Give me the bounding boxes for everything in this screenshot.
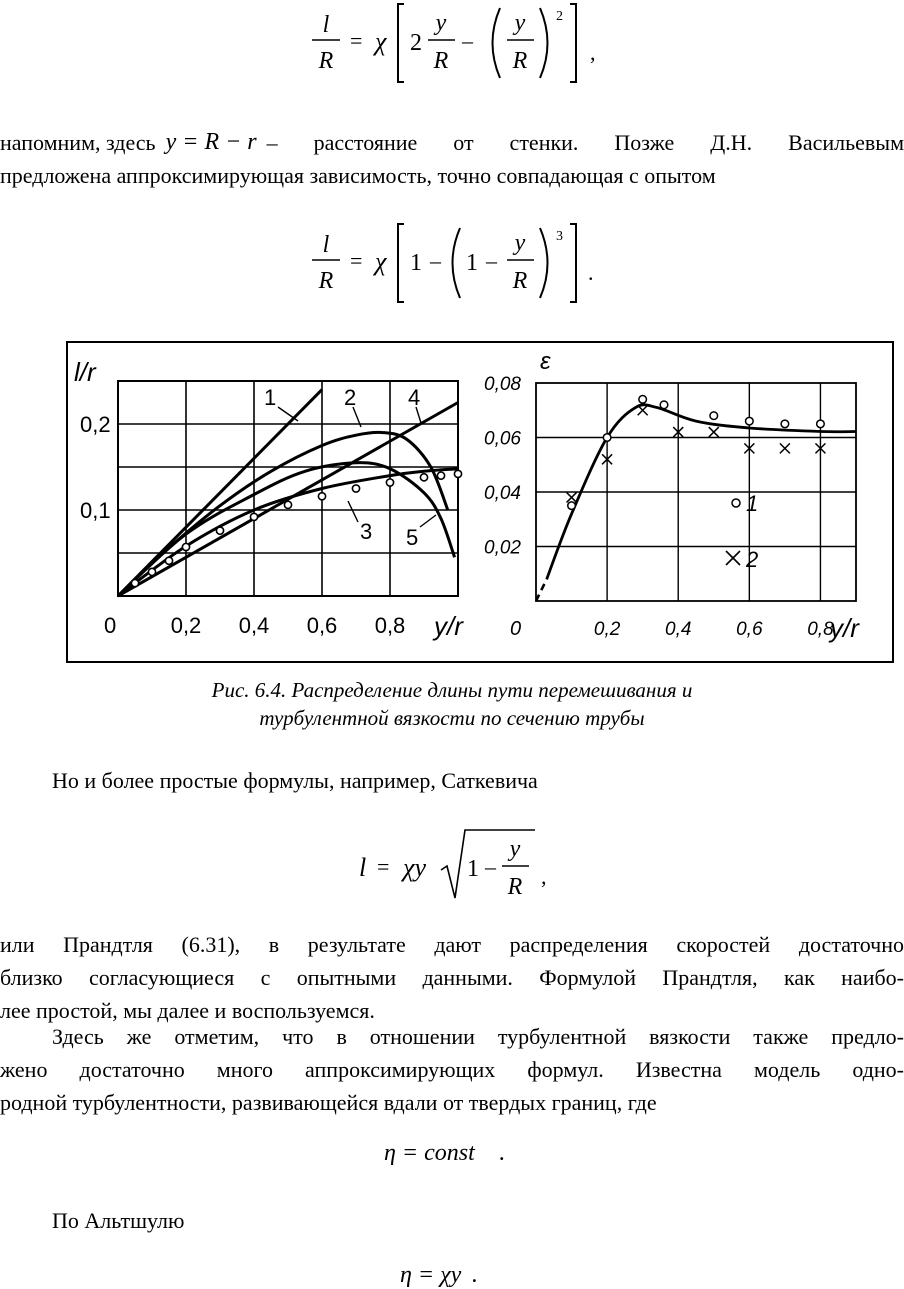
x-origin-label: 0	[510, 618, 522, 640]
series-1-point	[568, 502, 576, 510]
y-tick-label: 0,06	[484, 428, 521, 450]
data-point	[165, 557, 172, 564]
p4-line-1: Здесь же отметим, что в отношении турбулентной вязкости также предло-	[52, 1024, 904, 1049]
p1-lead: напомним, здесь	[0, 130, 156, 155]
caption-line-2: турбулентной вязкости по сечению трубы	[259, 706, 645, 730]
f1-inner-den: R	[512, 48, 528, 74]
data-point	[216, 527, 223, 534]
f1-two: 2	[410, 30, 422, 56]
f1-frac-num: y	[435, 10, 447, 36]
figure-6-4	[66, 341, 896, 664]
f2-paren-left	[453, 228, 461, 298]
p1-line-2: предложена аппроксимирующая зависимость, точно совпадающая с опытом	[0, 163, 716, 188]
x-tick-label: 0,4	[238, 613, 270, 638]
p4-line-2: жено достаточно много аппроксимирующих формул. Известна модель одно-	[0, 1057, 904, 1082]
series-1-point	[746, 417, 754, 425]
paragraph-4	[0, 1020, 904, 1119]
f2-trail: .	[588, 260, 594, 285]
f4-trail: .	[498, 1140, 505, 1166]
f3-frac-num: y	[509, 836, 521, 862]
p2-line-1: Но и более простые формулы, например, Саткевича	[52, 768, 538, 793]
x-tick-label: 0,8	[374, 613, 406, 638]
p4-line-3: родной турбулентности, развивающейся вдали от твердых границ, где	[0, 1090, 657, 1115]
f1-inner-num: y	[514, 10, 526, 36]
figure-svg	[66, 341, 896, 664]
series-label-5: 5	[406, 525, 419, 550]
f2-one: 1	[410, 250, 422, 276]
f1-minus: –	[462, 28, 473, 53]
f2-bracket-left	[398, 224, 404, 302]
f2-chi: χ	[375, 247, 387, 276]
paragraph-2	[0, 764, 904, 797]
formula-5	[400, 1262, 540, 1288]
f3-lhs: l	[359, 853, 367, 882]
series-1-point	[660, 401, 668, 409]
paragraph-5	[0, 1204, 904, 1237]
data-point	[420, 474, 427, 481]
x-origin-label: 0	[104, 613, 117, 638]
x-tick-label: 0,2	[593, 619, 621, 640]
y-tick-label: 0,08	[484, 374, 521, 395]
data-point	[131, 580, 138, 587]
x-tick-label: 0,6	[306, 613, 338, 638]
f1-trail: ,	[590, 40, 596, 65]
f3-eq: =	[377, 854, 390, 879]
formula-4	[384, 1140, 564, 1176]
f1-chi: χ	[375, 27, 387, 56]
data-point	[250, 513, 257, 520]
p3-line-2: близко согласующиеся с опытными данными. Формулой Прандтля, как наибо-	[0, 965, 904, 990]
x-tick-label: 0,4	[665, 619, 692, 640]
f2-lhs-num: l	[322, 232, 330, 258]
f2-frac-den: R	[512, 268, 528, 294]
p5-line-1: По Альтшулю	[52, 1208, 185, 1233]
f2-paren-right	[540, 228, 548, 298]
data-point	[182, 543, 189, 550]
data-point	[284, 501, 291, 508]
x-axis-label: y/r	[434, 611, 463, 641]
f3-one: 1	[467, 856, 479, 882]
paragraph-1	[0, 126, 904, 192]
legend-marker-circle	[732, 499, 740, 507]
data-point	[386, 479, 393, 486]
f1-paren-left	[493, 8, 501, 78]
data-point	[148, 568, 155, 575]
formula-1-svg	[300, 2, 630, 86]
f3-chi-y: χy	[403, 853, 426, 882]
p3-line-1: или Прандтля (6.31), в результате дают распределения скоростей достаточно	[0, 932, 904, 957]
caption-line-1: Рис. 6.4. Распределение длины пути перемешивания и	[211, 678, 693, 702]
legend-label-1: 1	[746, 491, 759, 516]
formula-3-svg	[355, 826, 575, 906]
f2-power: 3	[556, 229, 563, 244]
series-label-2: 2	[344, 385, 357, 410]
legend-label-2: 2	[746, 547, 759, 572]
f4-body: η = const	[384, 1140, 475, 1166]
f2-minus: –	[430, 248, 441, 273]
p1-inline-math: y = R − r	[165, 129, 257, 155]
x-axis-label: y/r	[830, 613, 859, 643]
figure-caption	[0, 676, 904, 732]
y-axis-label: ε	[540, 348, 551, 375]
formula-2	[300, 222, 620, 306]
p3-line-3: лее простой, мы далее и воспользуемся.	[0, 998, 375, 1023]
x-tick-label: 0,6	[736, 619, 763, 640]
f1-eq: =	[350, 28, 363, 53]
data-point	[454, 470, 461, 477]
f1-lhs-den: R	[318, 48, 334, 74]
series-label-1: 1	[264, 385, 277, 410]
x-tick-label: 0,2	[170, 613, 202, 638]
f1-paren-right	[540, 8, 548, 78]
y-tick-label: 0,02	[484, 537, 521, 559]
f2-lhs-den: R	[318, 268, 334, 294]
y-axis-label: l/r	[74, 357, 96, 387]
paragraph-3	[0, 928, 904, 1027]
f3-frac-den: R	[507, 874, 523, 900]
series-1-point	[710, 412, 718, 420]
f3-minus: –	[485, 854, 496, 879]
f1-power: 2	[556, 9, 563, 24]
series-1-point	[639, 396, 647, 404]
p1-rest: – расстояние от стенки. Позже Д.Н. Васильевым	[266, 130, 904, 155]
p1-line-1	[0, 126, 904, 159]
y-tick-label: 0,2	[80, 412, 111, 437]
f1-bracket-left	[398, 4, 404, 82]
series-1-point	[817, 420, 825, 428]
data-point	[352, 485, 359, 492]
series-label-4: 4	[408, 385, 421, 410]
f2-eq: =	[350, 248, 363, 273]
f2-one-inner: 1	[466, 250, 478, 276]
series-1-point	[603, 434, 611, 442]
f5-trail: .	[471, 1262, 478, 1288]
y-tick-label: 0,04	[484, 483, 521, 504]
f3-trail: ,	[541, 864, 547, 889]
f1-bracket-right	[570, 4, 576, 82]
f2-bracket-right	[570, 224, 576, 302]
y-tick-label: 0,1	[80, 498, 111, 523]
f1-frac-den: R	[433, 48, 449, 74]
f1-lhs-num: l	[322, 12, 330, 38]
formula-1	[300, 2, 630, 86]
x-tick-label: 0,8	[807, 619, 834, 640]
formula-3	[355, 826, 575, 906]
data-point	[437, 472, 444, 479]
f2-frac-num: y	[514, 230, 526, 256]
f2-minus-inner: –	[486, 248, 497, 273]
formula-2-svg	[300, 222, 620, 306]
f5-body: η = χy	[400, 1262, 462, 1288]
data-point	[318, 493, 325, 500]
series-label-3: 3	[360, 519, 373, 544]
series-1-point	[781, 420, 789, 428]
